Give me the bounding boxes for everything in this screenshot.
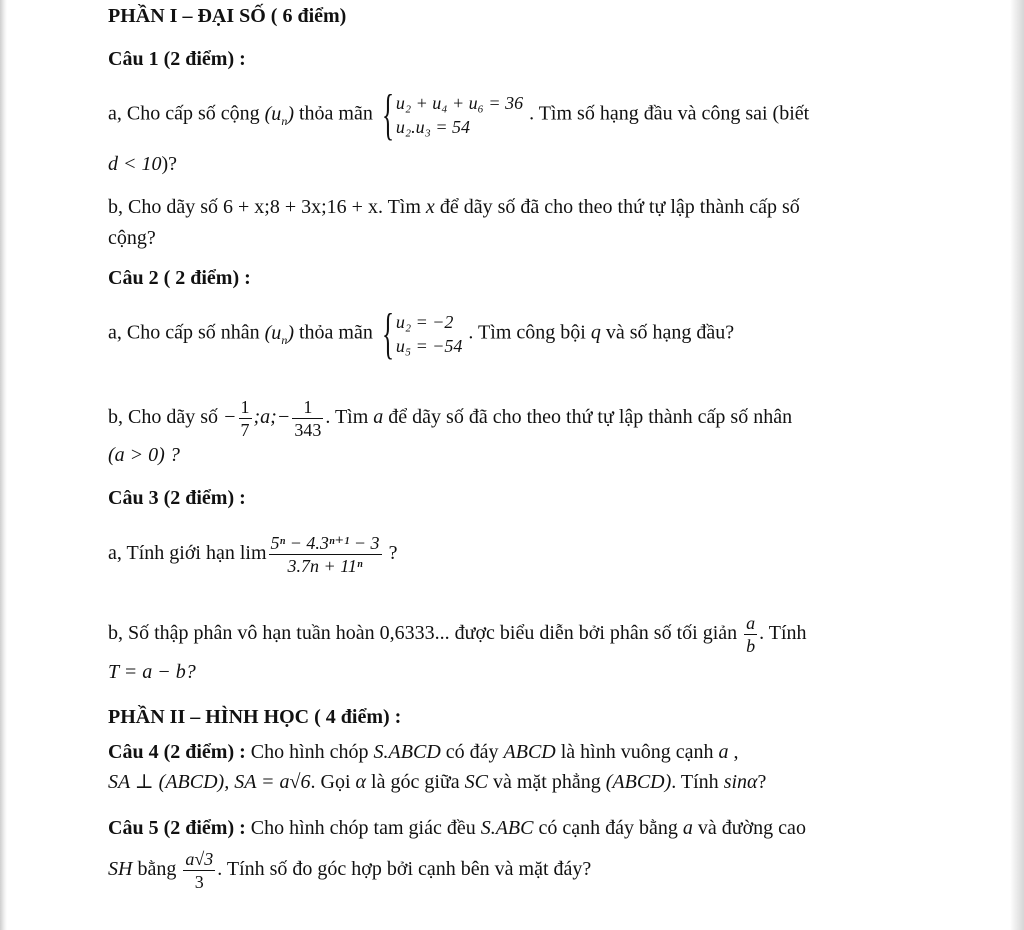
q1-part-a-line2 (108, 152, 177, 176)
q2-a-seq: $(u_n)$ (264, 321, 294, 347)
q4-line2: SA ⊥ (ABCD), SA = a√6. Gọi α là góc giữa SC và mặt phẳng (ABCD). Tính sinα? (108, 771, 767, 793)
q2-b-post2: để dãy số đã cho theo thứ tự lập thành cấp số nhân (383, 406, 793, 429)
q1-b-variable: x (425, 196, 435, 218)
q5-line2: SH bằng $\frac{a√3}{3}$ . Tính số đo góc hợp bởi cạnh bên và mặt đáy? (108, 849, 592, 892)
q1-a-mid: thỏa mãn (293, 102, 373, 125)
q3-b-fraction: $\frac{a}{b}$ (746, 613, 756, 656)
q2-b-fraction2: $\frac{1}{343}$ (294, 397, 322, 440)
q1-part-b-line1 (108, 195, 800, 219)
q3-a-text: a, Tính giới hạn (108, 542, 240, 565)
q2-a-post2: và số hạng đầu? (600, 321, 735, 344)
q3-b-post: . Tính (759, 622, 807, 645)
q1-a-condition: d < 10 (108, 153, 162, 175)
q2-a-variable: q (590, 321, 601, 344)
q3-a-fraction (269, 532, 382, 577)
q1-a-post: . Tìm số hạng đầu và công sai (biết (529, 102, 810, 125)
q1-part-b-line2: cộng? (108, 227, 156, 249)
q1-a-system-row1: u₂ + u₄ + u₆ = 36 (395, 93, 524, 113)
q2-title: Câu 2 ( 2 điểm) : (108, 267, 251, 289)
q1-b-text: b, Cho dãy số (108, 196, 223, 218)
q2-b-fraction1: $\frac{1}{7}$ (240, 397, 250, 440)
q1-a-seq: $(u_n)$ (264, 102, 294, 128)
q1-b-expression: 6 + x;8 + 3x;16 + x (223, 196, 378, 218)
q1-b-mid: . Tìm (377, 196, 426, 218)
q5-line1: Câu 5 (2 điểm) : Cho hình chóp tam giác đều S.ABC có cạnh đáy bằng a và đường cao (108, 817, 806, 839)
q1-a-system: { u₂ + u₄ + u₆ = 36 u₂.u₃ = 54 (381, 84, 524, 146)
part1-heading: PHẦN I – ĐẠI SỐ ( 6 điểm) (108, 5, 347, 27)
q3-a-lim: lim (239, 542, 267, 565)
q2-a-post1: . Tìm công bội (468, 321, 591, 344)
q2-b-mid-expr: ;a;− (253, 406, 291, 429)
q2-part-a (108, 303, 735, 365)
q3-part-b-line1 (108, 612, 807, 657)
q4-title: Câu 4 (2 điểm) : (108, 741, 246, 763)
q1-a-text: a, Cho cấp số cộng (108, 102, 265, 125)
q2-part-b-condition: (a > 0) ? (108, 444, 180, 466)
q3-title: Câu 3 (2 điểm) : (108, 487, 246, 509)
q2-a-text: a, Cho cấp số nhân (108, 321, 265, 344)
q2-b-text: b, Cho dãy số (108, 406, 223, 429)
part2-heading: PHẦN II – HÌNH HỌC ( 4 điểm) : (108, 706, 402, 728)
q2-a-system: { u₂ = −2 u₅ = −54 (381, 303, 463, 365)
q1-b-post: để dãy số đã cho theo thứ tự lập thành cấp số (434, 196, 800, 218)
q1-part-a-line1 (108, 84, 810, 146)
q3-part-b-line2: T = a − b? (108, 661, 196, 683)
q2-b-variable: a (373, 406, 384, 429)
q1-title: Câu 1 (2 điểm) : (108, 48, 246, 70)
q5-fraction: $\frac{a√3}{3}$ (185, 849, 214, 892)
q2-a-mid: thỏa mãn (293, 321, 373, 344)
q3-b-text: b, Số thập phân vô hạn tuần hoàn 0,6333... được biểu diễn bởi phân số tối giản (108, 622, 743, 645)
q2-a-system-row1: u₂ = −2 (395, 312, 454, 332)
q5-title: Câu 5 (2 điểm) : (108, 817, 246, 839)
q2-part-b-line1: b, Cho dãy số − $\frac{1}{7}$ ;a;− $\frac{1}{343}$ . Tìm a để dãy số đã cho theo thứ tự lập thành cấp số nhân (108, 397, 793, 440)
q3-part-a (108, 532, 397, 577)
page-right-edge-shadow (1010, 0, 1024, 930)
q1-a-condition-end: )? (161, 153, 178, 175)
q3-a-post: ? (383, 542, 398, 565)
q4-line1: Câu 4 (2 điểm) : Cho hình chóp S.ABCD có đáy ABCD là hình vuông cạnh a , (108, 741, 739, 763)
q1-a-system-row2: u₂.u₃ = 54 (395, 117, 471, 137)
q3-a-numerator: 5ⁿ − 4.3ⁿ⁺¹ − 3 (270, 533, 380, 553)
q3-a-denominator: 3.7n + 11ⁿ (287, 556, 363, 576)
q2-a-system-row2: u₅ = −54 (395, 336, 463, 356)
page-left-edge-shadow (0, 0, 7, 930)
q2-b-post1: . Tìm (325, 406, 374, 429)
